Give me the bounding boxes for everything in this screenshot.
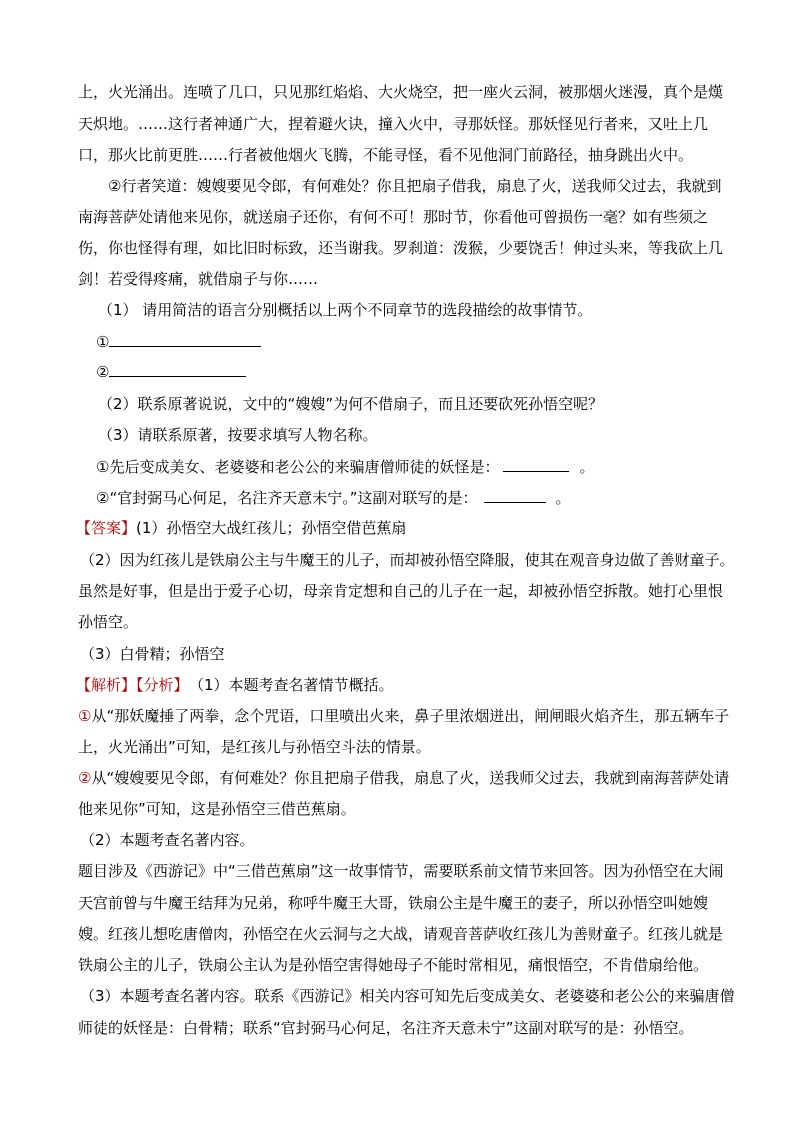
answer-2-line-2: 虽然是好事，但是出于爱子心切，母亲肯定想和自己的儿子在一起，却被孙悟空拆散。她打心里恨 <box>78 582 724 600</box>
analysis-text: 从“嫂嫂要见令郎，有何难处？你且把扇子借我，扇息了火，送我师父过去，我就到南海菩萨处请 <box>91 769 730 787</box>
analysis-1b-line-2: 他来见你”可知，这是孙悟空三借芭蕉扇。 <box>78 800 356 818</box>
item-marker: ① <box>78 707 92 725</box>
question-text: ①先后变成美女、老婆婆和老公公的来骗唐僧师徒的妖怪是： <box>96 458 500 476</box>
analysis-3-line-2: 师徒的妖怪是：白骨精；联系“官封弼马心何足，名注齐天意未宁”这副对联写的是：孙悟空。 <box>78 1019 694 1037</box>
question-3-item-1 <box>96 457 594 477</box>
answer-blank <box>503 457 569 472</box>
analysis-3-line-1: （3）本题考查名著内容。联系《西游记》相关内容可知先后变成美女、老婆婆和老公公的来骗唐僧 <box>80 987 735 1005</box>
answer-text: (1）孙悟空大战红孩儿；孙悟空借芭蕉扇 <box>136 519 407 537</box>
question-text: ②“官封弼马心何足，名注齐天意未宁。”这副对联写的是： <box>96 489 478 507</box>
passage2-line-3: 伤，你也怪得有理，如比旧时标致，还当谢我。罗刹道：泼猴，少要饶舌！伸过头来，等我砍上几 <box>78 239 724 257</box>
analysis-2-line-3: 嫂。红孩儿想吃唐僧肉，孙悟空在火云洞与之大战，请观音菩萨收红孩儿为善财童子。红孩儿就是 <box>78 925 724 943</box>
question-2: （2）联系原著说说，文中的“嫂嫂”为何不借扇子，而且还要砍死孙悟空呢？ <box>98 395 604 413</box>
analysis-1a-line-2: 上，火光涌出”可知，是红孩儿与孙悟空斗法的情景。 <box>78 738 431 756</box>
analysis-text: （1）本题考查名著情节概括。 <box>196 676 394 694</box>
item-marker: ② <box>96 363 110 381</box>
analysis-1a-line-1 <box>78 706 729 726</box>
question-1-item-b <box>96 362 246 382</box>
passage-line-3: 口，那火比前更胜……行者被他烟火飞腾，不能寻怪，看不见他洞门前路径，抽身跳出火中。 <box>78 146 694 164</box>
analysis-2-line-2: 天宫前曾与牛魔王结拜为兄弟，称呼牛魔王大哥，铁扇公主是牛魔王的妻子，所以孙悟空叫她嫂 <box>78 894 709 912</box>
analysis-2-line-4: 铁扇公主的儿子，铁扇公主认为是孙悟空害得她母子不能时常相见，痛恨悟空，不肯借扇给他。 <box>78 956 709 974</box>
answer-1 <box>76 518 406 538</box>
period: 。 <box>579 458 595 476</box>
analysis-1b-line-1 <box>78 768 729 788</box>
period: 。 <box>555 489 571 507</box>
item-marker: ② <box>78 769 92 787</box>
answer-3: （3）白骨精；孙悟空 <box>80 645 225 663</box>
answer-blank <box>109 332 261 347</box>
passage-line-2: 天炽地。……这行者神通广大，捏着避火诀，撞入火中，寻那妖怪。那妖怪见行者来，又吐上几 <box>78 115 709 133</box>
passage2-line-4: 剑！若受得疼痛，就借扇子与你…… <box>78 270 319 288</box>
answer-label: 【答案】 <box>76 519 137 537</box>
analysis-heading <box>76 675 394 695</box>
answer-blank <box>484 488 546 503</box>
answer-blank <box>109 362 246 377</box>
passage2-line-1: ②行者笑道：嫂嫂要见令郎，有何难处？你且把扇子借我，扇息了火，送我师父过去，我就到 <box>108 177 722 195</box>
question-1: （1） 请用简洁的语言分别概括以上两个不同章节的选段描绘的故事情节。 <box>98 301 593 319</box>
analysis-2-line-1: 题目涉及《西游记》中“三借芭蕉扇”这一故事情节，需要联系前文情节来回答。因为孙悟空在大闹 <box>78 862 724 880</box>
analysis-label: 【解析】【分析】 <box>76 676 189 694</box>
passage-line-1: 上，火光涌出。连喷了几口，只见那红焰焰、大火烧空，把一座火云洞，被那烟火迷漫，真个是熯 <box>78 83 724 101</box>
item-marker: ① <box>96 333 110 351</box>
answer-2-line-3: 孙悟空。 <box>78 613 139 631</box>
question-3-item-2 <box>96 488 571 508</box>
question-3: （3）请联系原著，按要求填写人物名称。 <box>98 426 378 444</box>
analysis-2-heading: （2）本题考查名著内容。 <box>80 831 255 849</box>
passage2-line-2: 南海菩萨处请他来见你，就送扇子还你，有何不可！那时节，你看他可曾损伤一毫？如有些须之 <box>78 208 709 226</box>
question-1-item-a <box>96 332 261 352</box>
answer-2-line-1: （2）因为红孩儿是铁扇公主与牛魔王的儿子，而却被孙悟空降服，使其在观音身边做了善财童子。 <box>80 551 735 569</box>
analysis-text: 从“那妖魔捶了两拳，念个咒语，口里喷出火来，鼻子里浓烟迸出，闸闸眼火焰齐生，那五辆车子 <box>91 707 730 725</box>
